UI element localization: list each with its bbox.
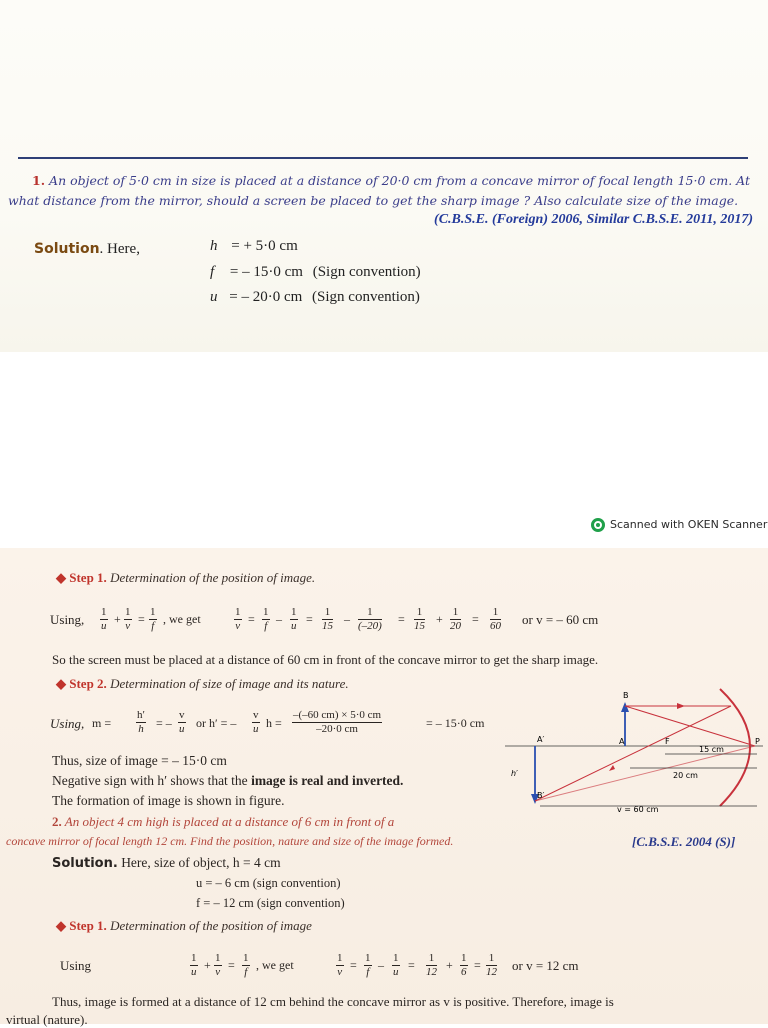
eq2-g1: $\frac{1}{v}$ [337, 952, 343, 978]
label-A: A [619, 737, 625, 746]
solution1-here: . Here, [99, 241, 140, 257]
eq1-g1: $\frac{1}{v}$ [235, 606, 241, 632]
step2-neg [52, 773, 403, 789]
scanner-watermark [591, 518, 767, 532]
op-eq-minus: = – [156, 716, 172, 730]
given-h [210, 238, 298, 255]
solution2-label: Solution. [52, 856, 118, 871]
question2-reference: [C.B.S.E. 2004 (S)] [632, 834, 736, 849]
question2-text2: concave mirror of focal length 12 cm. Find the position, nature and size of the image formed. [6, 834, 454, 848]
var-u: u [210, 289, 218, 305]
note-u: (Sign convention) [312, 289, 420, 305]
ray-diagram [505, 686, 768, 814]
step2-orh: or h′ = – [196, 716, 237, 730]
step1-weget: , we get [163, 612, 201, 626]
eq2-g2: $\frac{1}{f}$ [365, 952, 371, 978]
diamond-bullet-icon: ◆ [56, 918, 66, 933]
eq1-g8: $\frac{1}{60}$ [490, 606, 501, 632]
solution1-heading [34, 238, 140, 258]
value-f: = – 15·0 cm [229, 264, 303, 280]
divider [18, 157, 748, 159]
op-eq3: = [306, 612, 313, 626]
value-u: = – 20·0 cm [229, 289, 303, 305]
eq1-g3: $\frac{1}{u}$ [291, 606, 297, 632]
label-h-prime: h′ [511, 769, 518, 778]
step2-result: = – 15·0 cm [426, 716, 485, 730]
eq1-frac1: $\frac{1}{u}$ [101, 606, 107, 632]
step2-heading [56, 676, 349, 692]
step1-result: or v = – 60 cm [522, 612, 599, 627]
eq1-g2: $\frac{1}{f}$ [263, 606, 269, 632]
label-B: B [623, 691, 629, 700]
var-f: f [210, 264, 215, 280]
eq2-f3: $\frac{1}{f}$ [243, 952, 249, 978]
m-frac-a: $\frac{h'}{h}$ [137, 709, 145, 735]
eq2-f1: $\frac{1}{u}$ [191, 952, 197, 978]
question1-line1 [32, 173, 750, 188]
op-minus: – [276, 612, 282, 626]
value-h: = + 5·0 cm [231, 238, 298, 254]
scanner-logo-icon [591, 518, 605, 532]
m-frac-d: $\frac{-(-60 cm) \times 5\cdot 0 cm}{-20\cdot 0 cm}$ [293, 709, 382, 735]
step2-size: Thus, size of image = – 15·0 cm [52, 753, 227, 768]
step2-using: Using, [50, 716, 85, 731]
op-plus2: + [436, 612, 443, 626]
label-P: P [755, 737, 760, 746]
question1-number: 1. [32, 173, 46, 188]
step1b-conclusion2: virtual (nature). [6, 1012, 88, 1027]
step1b-label: Step 1. [69, 918, 107, 933]
op-plus: + [114, 612, 121, 626]
step1-conclusion: So the screen must be placed at a distance of 60 cm in front of the concave mirror to get the sharp image. [52, 652, 599, 667]
label-B-prime: B′ [537, 791, 545, 800]
eq1-g4: $\frac{1}{15}$ [322, 606, 333, 632]
step2-label: Step 2. [69, 676, 107, 691]
question1-text1: An object of 5·0 cm in size is placed at a distance of 20·0 cm from a concave mirror of focal length 15·0 cm. At [49, 173, 750, 188]
bottom-page [0, 548, 768, 1027]
op2-eq: = [228, 958, 235, 972]
step1-title: Determination of the position of image. [110, 570, 316, 585]
eq2-g5: $\frac{1}{6}$ [461, 952, 467, 978]
diamond-bullet-icon: ◆ [56, 570, 66, 585]
op-eq: = [138, 612, 145, 626]
eq2-g3: $\frac{1}{u}$ [393, 952, 399, 978]
eq2-g4: $\frac{1}{12}$ [426, 952, 437, 978]
concave-mirror [720, 689, 750, 806]
step2-formation: The formation of image is shown in figure. [52, 793, 285, 808]
label-20cm: 20 cm [673, 771, 698, 780]
ray-arrow-icon [677, 703, 685, 709]
label-15cm: 15 cm [699, 745, 724, 754]
question1-reference: (C.B.S.E. (Foreign) 2006, Similar C.B.S.E. 2011, 2017) [434, 212, 753, 227]
blank-gap [0, 352, 768, 548]
op2-eq2: = [350, 958, 357, 972]
solution2-here: Here, size of object, h = 4 cm [121, 855, 281, 870]
question2-number: 2. [52, 814, 62, 829]
op2-minus: – [378, 958, 384, 972]
op-eq5: = [472, 612, 479, 626]
op2-eq4: = [474, 958, 481, 972]
step1b-weget: , we get [256, 958, 294, 972]
label-60cm: v = 60 cm [617, 805, 659, 814]
ray-arrow-icon [609, 765, 615, 771]
label-A-prime: A′ [537, 735, 545, 744]
step2-m: m = [92, 716, 112, 730]
op-minus2: – [344, 612, 350, 626]
eq1-g5: $\frac{1}{(-20)}$ [358, 606, 382, 632]
step2-heq: h = [266, 716, 282, 730]
step1-label: Step 1. [69, 570, 107, 585]
ray-focal [625, 706, 755, 746]
note-f: (Sign convention) [312, 264, 421, 280]
solution2-u: u = – 6 cm (sign convention) [196, 876, 341, 890]
m-frac-c: $\frac{v}{u}$ [253, 709, 259, 735]
op2-eq3: = [408, 958, 415, 972]
solution1-label: Solution [34, 241, 100, 257]
solution2-f: f = – 12 cm (sign convention) [196, 896, 345, 910]
op-eq2: = [248, 612, 255, 626]
step1-using: Using, [50, 612, 85, 627]
eq2-g6: $\frac{1}{12}$ [486, 952, 497, 978]
op2-plus: + [204, 958, 211, 972]
eq1-frac3: $\frac{1}{f}$ [150, 606, 156, 632]
step1-heading [56, 570, 315, 586]
op2-plus2: + [446, 958, 453, 972]
question1-text2: what distance from the mirror, should a screen be placed to get the sharp image ? Also calculate size of the image. [8, 193, 739, 208]
op-eq4: = [398, 612, 405, 626]
step2-title: Determination of size of image and its nature. [110, 676, 349, 691]
step1b-result: or v = 12 cm [512, 958, 579, 973]
label-F: F [665, 737, 670, 746]
scanner-text: Scanned with OKEN Scanner [610, 518, 768, 531]
step1b-conclusion1: Thus, image is formed at a distance of 12 cm behind the concave mirror as v is positive. Therefore, image is [52, 994, 614, 1009]
eq1-g7: $\frac{1}{20}$ [450, 606, 461, 632]
eq1-g6: $\frac{1}{15}$ [414, 606, 425, 632]
step1b-title: Determination of the position of image [110, 918, 312, 933]
diamond-bullet-icon: ◆ [56, 676, 66, 691]
neg-bold: image is real and inverted. [251, 773, 404, 788]
question2-text1: An object 4 cm high is placed at a distance of 6 cm in front of a [64, 814, 395, 829]
eq2-f2: $\frac{1}{v}$ [215, 952, 221, 978]
solution2-line [52, 855, 281, 871]
step1b-heading [56, 918, 312, 934]
neg-prefix: Negative sign with h′ shows that the [52, 773, 252, 788]
top-page [0, 0, 768, 352]
m-frac-b: $\frac{v}{u}$ [179, 709, 185, 735]
step1b-using: Using [60, 958, 92, 973]
given-u [210, 289, 420, 306]
given-f [210, 264, 421, 281]
eq1-frac2: $\frac{1}{v}$ [125, 606, 131, 632]
var-h: h [210, 238, 218, 254]
question2-line1 [52, 814, 394, 830]
